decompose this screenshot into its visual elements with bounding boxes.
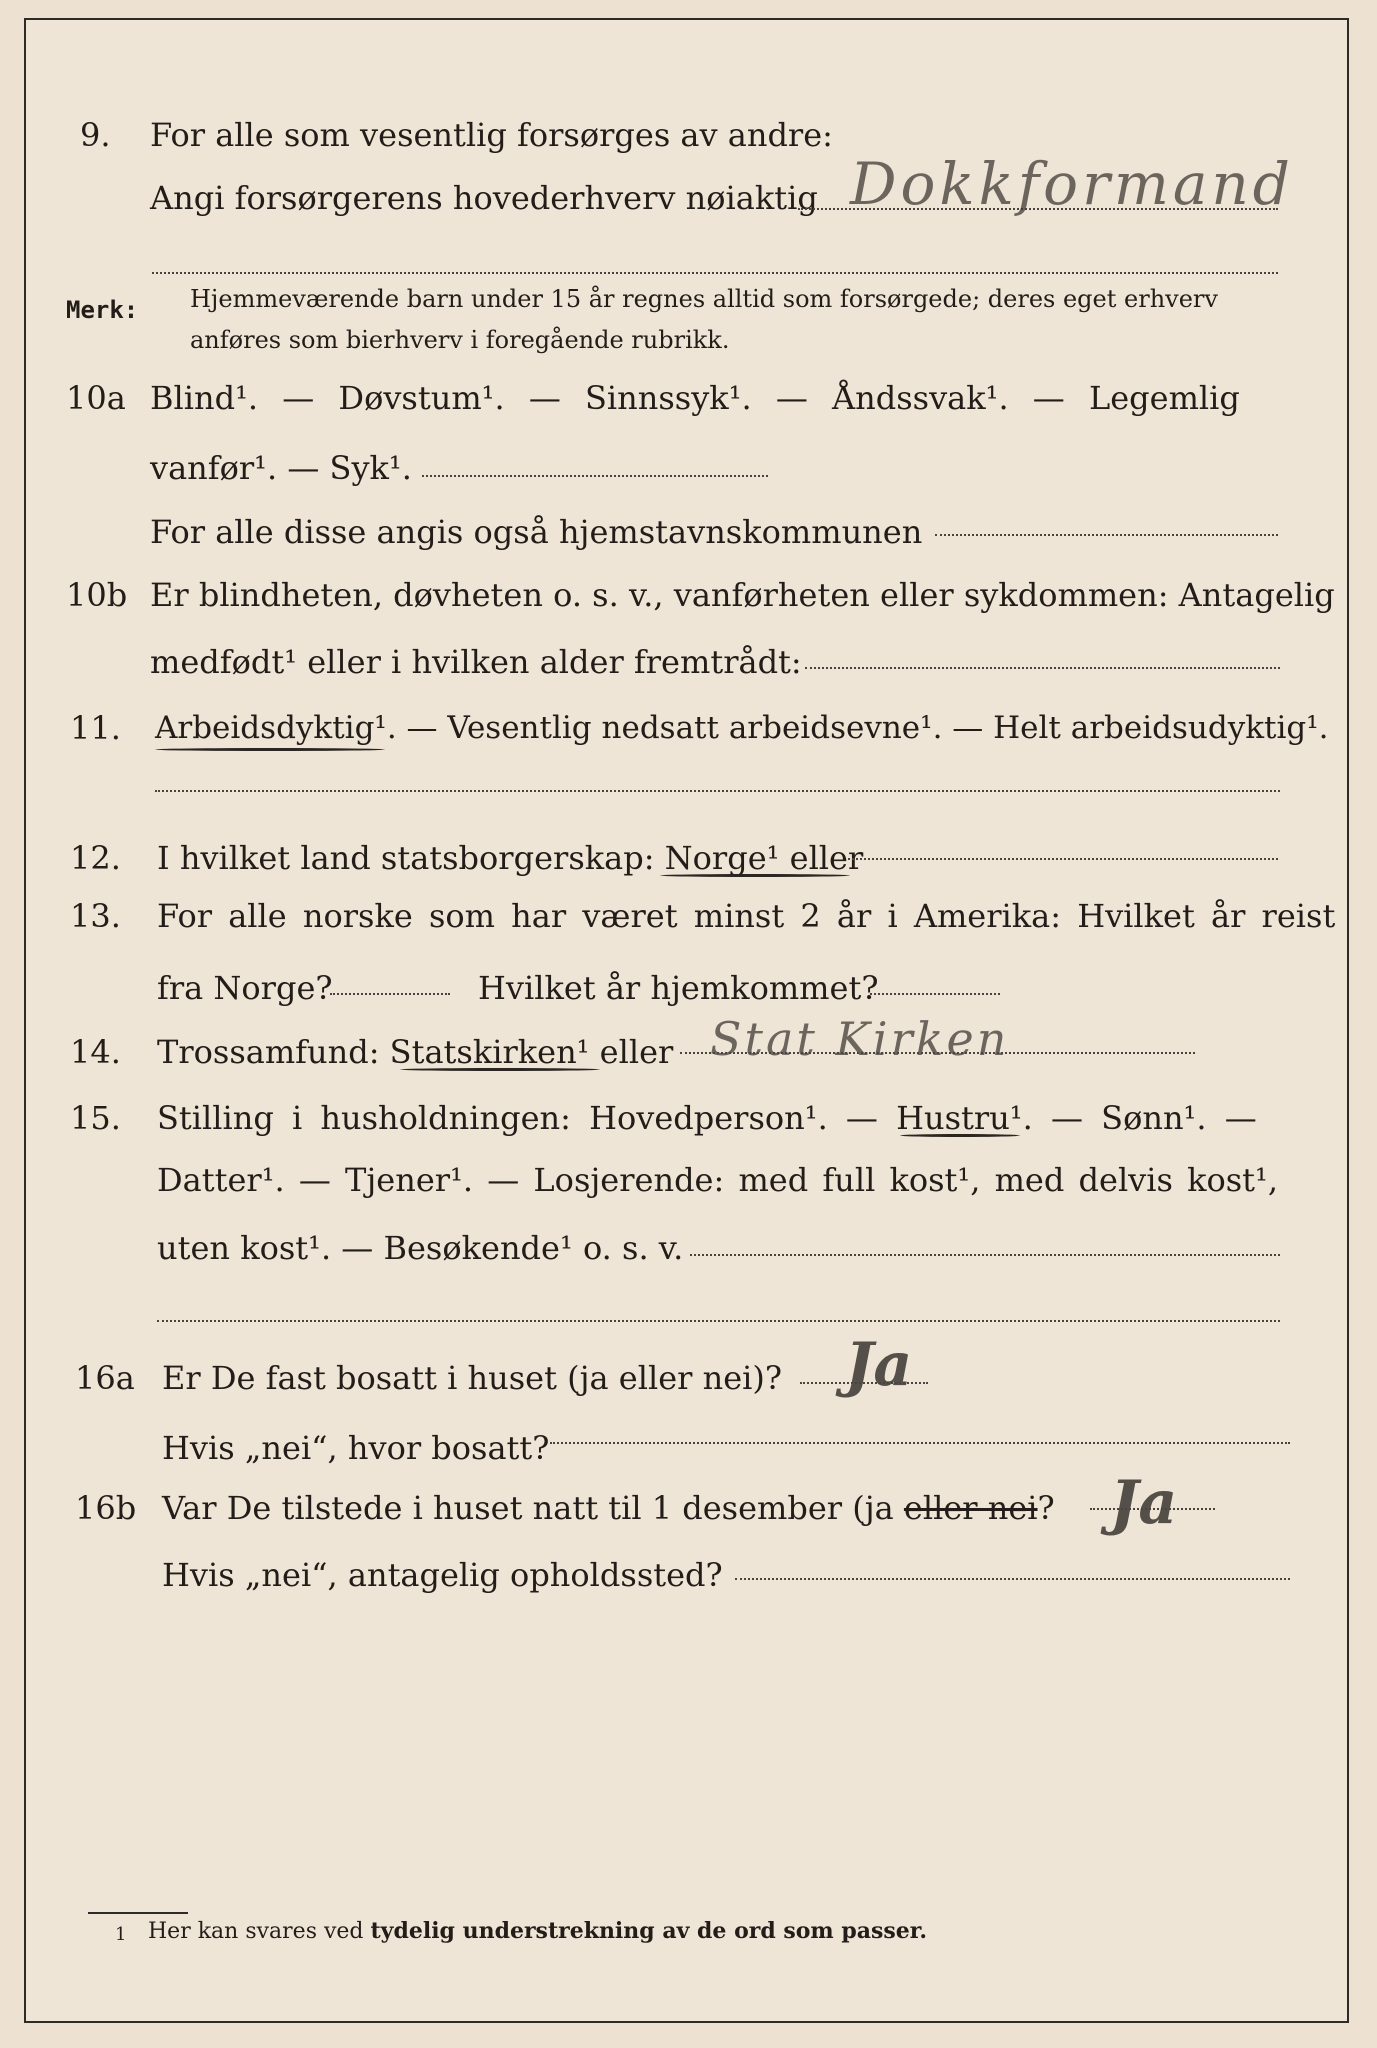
q16a-line2: Hvis „nei“, hvor bosatt? bbox=[162, 1429, 550, 1467]
q14-number: 14. bbox=[70, 1033, 121, 1071]
q10a-answer-line bbox=[422, 475, 768, 477]
q10b-number: 10b bbox=[66, 576, 128, 614]
q16b-number: 16b bbox=[75, 1489, 137, 1527]
q14-answer-line bbox=[680, 1052, 1195, 1054]
q10a-line2: vanfør¹. — Syk¹. bbox=[150, 449, 412, 487]
q9-extra-line bbox=[152, 272, 1278, 274]
q10b-line2: medfødt¹ eller i hvilken alder fremtrådt: bbox=[150, 643, 802, 681]
q16a-residence-line bbox=[550, 1442, 1290, 1444]
q16b-line2: Hvis „nei“, antagelig opholdssted? bbox=[162, 1556, 723, 1594]
q16b-struck-text: eller nei bbox=[903, 1489, 1038, 1527]
q9-number: 9. bbox=[80, 116, 111, 154]
q16a-number: 16a bbox=[75, 1359, 135, 1397]
q10a-line1: Blind¹. — Døvstum¹. — Sinnssyk¹. — Åndssvak¹. — Legemlig bbox=[150, 379, 1240, 417]
q13-left-answer-line bbox=[330, 993, 450, 995]
q13-right-answer-line bbox=[870, 993, 1000, 995]
q10b-answer-line bbox=[805, 667, 1280, 669]
q16b-location-line bbox=[735, 1578, 1290, 1580]
q16b-answer-line bbox=[1090, 1508, 1215, 1510]
q10b-line1: Er blindheten, døvheten o. s. v., vanførheten eller sykdommen: Antagelig bbox=[150, 576, 1335, 614]
q11-line1: Arbeidsdyktig¹. — Vesentlig nedsatt arbeidsevne¹. — Helt arbeidsudyktig¹. bbox=[155, 710, 1329, 746]
q14-underline-mark bbox=[400, 1068, 600, 1071]
form-sheet bbox=[24, 18, 1349, 2023]
footnote-lead: Her kan svares ved bbox=[148, 1919, 364, 1944]
q15-line1: Stilling i husholdningen: Hovedperson¹. — Hustru¹. — Sønn¹. — bbox=[157, 1099, 1257, 1137]
q12-number: 12. bbox=[70, 839, 121, 877]
q13-line1: For alle norske som har været minst 2 år i Amerika: Hvilket år reist bbox=[157, 897, 1336, 935]
q16a-answer-line bbox=[800, 1382, 928, 1384]
q10a-number: 10a bbox=[66, 379, 126, 417]
q15-line2: Datter¹. — Tjener¹. — Losjerende: med full kost¹, med delvis kost¹, bbox=[157, 1161, 1279, 1199]
q16b-line1 bbox=[162, 1488, 1055, 1528]
footnote-text bbox=[148, 1914, 927, 1949]
q14-handwritten-answer: Stat Kirken bbox=[710, 1012, 1010, 1066]
q15-extra-line bbox=[157, 1320, 1280, 1322]
q13-line2b: Hvilket år hjemkommet? bbox=[478, 969, 879, 1007]
q10a-commune-line bbox=[935, 534, 1278, 536]
q12-underline-mark bbox=[660, 874, 850, 877]
q16b-question-text: Var De tilstede i huset natt til 1 desember (ja bbox=[162, 1489, 894, 1527]
q9-line2: Angi forsørgerens hovederhverv nøiaktig bbox=[150, 179, 818, 217]
footnote-emphasis: tydelig understrekning av de ord som passer. bbox=[370, 1918, 928, 1944]
q16b-handwritten-answer: Ja bbox=[1110, 1468, 1178, 1538]
merk-line2: anføres som bierhverv i foregående rubrikk. bbox=[190, 326, 730, 354]
q15-underline-mark bbox=[900, 1134, 1020, 1137]
q9-handwritten-answer: Dokkformand bbox=[850, 150, 1294, 218]
q12-line1: I hvilket land statsborgerskap: Norge¹ eller bbox=[157, 839, 864, 877]
q13-line2a: fra Norge? bbox=[157, 969, 333, 1007]
q11-underline-mark bbox=[155, 748, 385, 751]
q11-number: 11. bbox=[70, 709, 121, 747]
q15-answer-line bbox=[690, 1254, 1280, 1256]
footnote-marker: 1 bbox=[115, 1924, 127, 1945]
q9-line1: For alle som vesentlig forsørges av andre: bbox=[150, 116, 833, 154]
q14-line1: Trossamfund: Statskirken¹ eller bbox=[157, 1033, 674, 1071]
q13-number: 13. bbox=[70, 897, 121, 935]
q16b-question-mark: ? bbox=[1037, 1489, 1055, 1527]
q10a-line3: For alle disse angis også hjemstavnskommunen bbox=[150, 513, 923, 551]
merk-line1: Hjemmeværende barn under 15 år regnes alltid som forsørgede; deres eget erhverv bbox=[190, 285, 1218, 313]
q15-number: 15. bbox=[70, 1099, 121, 1137]
q16a-line1: Er De fast bosatt i huset (ja eller nei)? bbox=[162, 1359, 783, 1397]
q12-answer-line bbox=[848, 858, 1278, 860]
merk-label: Merk: bbox=[66, 296, 139, 324]
q16a-handwritten-answer: Ja bbox=[845, 1330, 913, 1400]
q11-extra-line bbox=[155, 790, 1280, 792]
q15-line3: uten kost¹. — Besøkende¹ o. s. v. bbox=[157, 1229, 684, 1267]
